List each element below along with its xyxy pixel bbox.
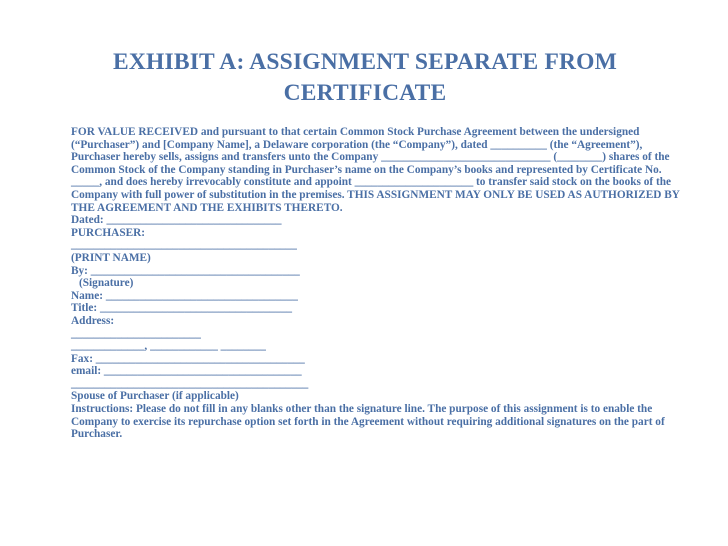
purchaser-label: PURCHASER: bbox=[71, 226, 146, 239]
email-line-2: __________________________________________ bbox=[71, 377, 309, 390]
dated-field: Dated: _______________________________ bbox=[71, 214, 282, 227]
title-line-1: EXHIBIT A: ASSIGNMENT SEPARATE FROM bbox=[112, 49, 618, 75]
name-field: Name: __________________________________ bbox=[71, 289, 298, 302]
fax-field: Fax: _____________________________________ bbox=[71, 352, 305, 365]
print-name-label: (PRINT NAME) bbox=[71, 251, 151, 264]
instructions-paragraph: Instructions: Please do not fill in any blanks other than the signature line. The purpose of this assignment is to enable the Company to exercise its repurchase option set forth in the Agreement without requiring additional signatures on the part of Purchaser. bbox=[71, 403, 665, 441]
by-signature-field: By: _____________________________________ bbox=[71, 264, 300, 277]
email-field: email: ___________________________________ bbox=[71, 365, 302, 378]
purchaser-name-line: ________________________________________ bbox=[71, 239, 297, 252]
spouse-label: Spouse of Purchaser (if applicable) bbox=[71, 390, 239, 403]
signature-label: (Signature) bbox=[79, 277, 134, 290]
assignment-paragraph: FOR VALUE RECEIVED and pursuant to that certain Common Stock Purchase Agreement between the undersigned (“Purchaser”) and [Company Name], a Delaware corporation (the “Company”), dated __________ (the “Agreement”), Purchaser hereby sells, assigns and transfers unto the Company ______________________________ (________) shares of the Common Stock of the Company standing in Purchaser’s name on the Company’s books and represented by Certificate No. _____, and does hereby irrevocably constitute and appoint _____________________ to transfer said stock on the books of the Company with full power of substitution in the premises. THIS ASSIGNMENT MAY ONLY BE USED AS AUTHORIZED BY THE AGREEMENT AND THE EXHIBITS THERETO. bbox=[71, 126, 680, 214]
address-line-2: _____________, ____________ ________ bbox=[71, 340, 266, 353]
address-line-1: _______________________ bbox=[71, 327, 201, 340]
document-body bbox=[71, 126, 691, 441]
exhibit-title bbox=[70, 47, 660, 109]
title-line-2: CERTIFICATE bbox=[283, 80, 447, 106]
address-label: Address: bbox=[71, 314, 115, 327]
title-field: Title: __________________________________ bbox=[71, 302, 293, 315]
